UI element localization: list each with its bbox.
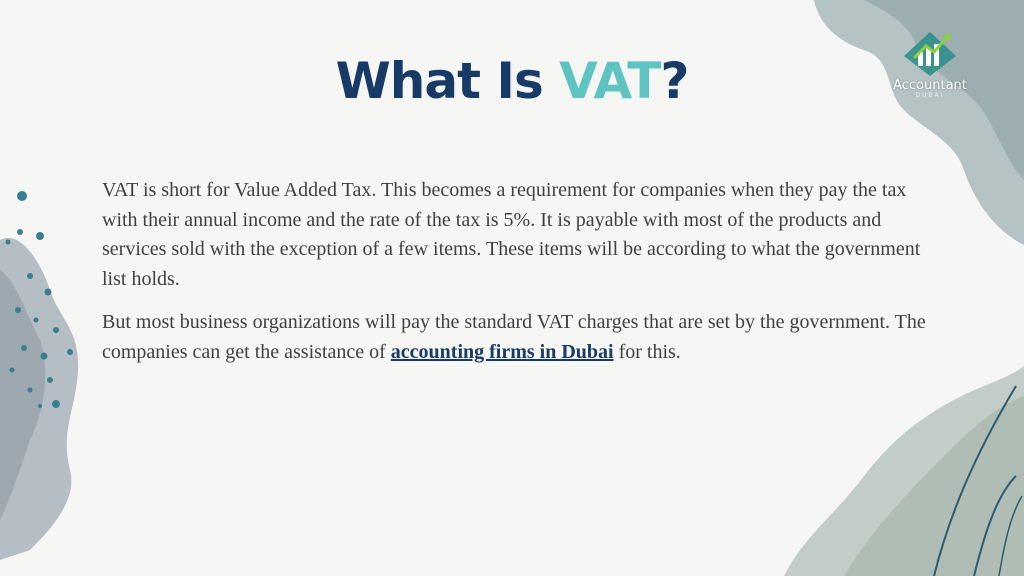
- accounting-firms-link[interactable]: accounting firms in Dubai: [390, 340, 614, 363]
- paragraph-1: VAT is short for Value Added Tax. This becomes a requirement for companies when they pay the tax with their annual income and the rate of the tax is 5%. It is payable with most of the products and services sold with the exception of a few items. These items will be according to what the government list holds.: [102, 179, 921, 290]
- paragraph-2-text-before: But most business organizations will pay the standard VAT charges that are set by the government. The companies can get the assistance of: [102, 311, 926, 363]
- slide-body: [102, 176, 932, 381]
- watercolor-decoration-bottom-right: [784, 366, 1024, 576]
- watercolor-decoration-left: [0, 180, 100, 560]
- title-accent: VAT: [559, 52, 661, 110]
- title-end: ?: [660, 52, 689, 110]
- logo-name: Accountant: [893, 78, 967, 93]
- page-title: [0, 52, 1024, 110]
- title-main: What Is: [335, 52, 560, 110]
- paragraph-2: [102, 308, 932, 367]
- paragraph-2-text-after: for this.: [613, 340, 681, 363]
- logo-subtitle: DUBAI: [915, 92, 945, 99]
